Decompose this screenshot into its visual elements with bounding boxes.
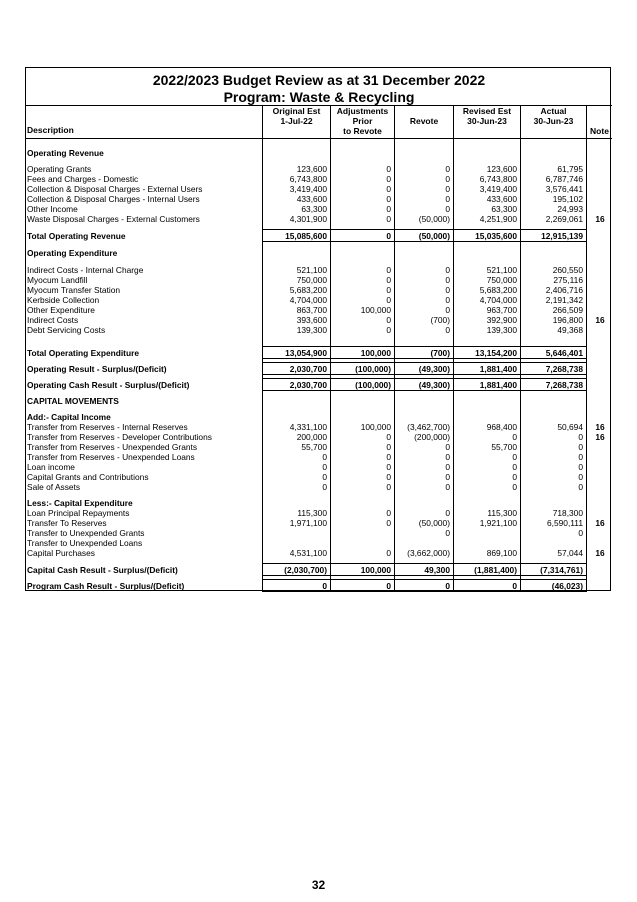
cell-value: (46,023) xyxy=(551,581,583,591)
cell-value: 0 xyxy=(386,325,391,335)
cell-value: 0 xyxy=(386,548,391,558)
total-row xyxy=(26,565,612,575)
header-description: Description xyxy=(27,125,74,135)
cell-value: 6,590,111 xyxy=(546,518,583,528)
cell-value: 6,743,800 xyxy=(289,174,327,184)
header-revote: Revote xyxy=(409,116,439,126)
cell-value: 0 xyxy=(445,452,450,462)
row-label: Capital Grants and Contributions xyxy=(27,472,149,482)
cell-value: 100,000 xyxy=(360,565,391,575)
cell-value: 0 xyxy=(386,275,391,285)
note-ref: 16 xyxy=(595,422,605,432)
cell-value: 0 xyxy=(445,528,450,538)
cell-value: 6,787,746 xyxy=(545,174,583,184)
cell-value: 0 xyxy=(322,581,327,591)
cell-value: 2,030,700 xyxy=(289,364,327,374)
cell-value: (2,030,700) xyxy=(284,565,327,575)
cell-value: 7,268,738 xyxy=(545,364,583,374)
cell-value: 55,700 xyxy=(491,442,517,452)
cell-value: 5,683,200 xyxy=(289,285,327,295)
cell-value: 24,993 xyxy=(557,204,583,214)
cell-value: 100,000 xyxy=(360,305,391,315)
header-adjustments: Adjustments Prior to Revote xyxy=(336,106,389,136)
cell-value: 2,191,342 xyxy=(545,295,583,305)
total-row xyxy=(26,380,612,390)
table-row xyxy=(26,295,612,305)
row-label: Transfer to Unexpended Grants xyxy=(27,528,145,538)
cell-value: 521,100 xyxy=(296,265,327,275)
cell-value: 0 xyxy=(445,164,450,174)
cell-value: 1,881,400 xyxy=(479,364,517,374)
header-actual: Actual 30-Jun-23 xyxy=(533,106,574,126)
total-row xyxy=(26,364,612,374)
section-heading xyxy=(26,498,612,508)
cell-value: 0 xyxy=(512,432,517,442)
budget-table xyxy=(25,67,611,591)
cell-value: 0 xyxy=(386,184,391,194)
cell-value: 718,300 xyxy=(552,508,583,518)
row-label: Operating Grants xyxy=(27,164,92,174)
cell-value: 3,576,441 xyxy=(545,184,583,194)
cell-value: 100,000 xyxy=(360,348,391,358)
cell-value: 0 xyxy=(386,442,391,452)
cell-value: 0 xyxy=(578,462,583,472)
cell-value: 55,700 xyxy=(301,442,327,452)
cell-value: 0 xyxy=(445,325,450,335)
cell-value: (700) xyxy=(430,348,450,358)
row-label: Other Income xyxy=(27,204,78,214)
cell-value: (7,314,761) xyxy=(540,565,583,575)
cell-value: 0 xyxy=(445,462,450,472)
cell-value: 115,300 xyxy=(297,508,327,518)
header-original: Original Est 1-Jul-22 xyxy=(272,106,321,126)
cell-value: 2,406,716 xyxy=(545,285,583,295)
row-label: Transfer to Unexpended Loans xyxy=(27,538,143,548)
row-label: Operating Cash Result - Surplus/(Deficit) xyxy=(27,380,190,390)
table-row xyxy=(26,462,612,472)
cell-value: 115,300 xyxy=(487,508,517,518)
cell-value: 49,300 xyxy=(424,565,450,575)
cell-value: 123,600 xyxy=(296,164,327,174)
cell-value: (200,000) xyxy=(414,432,450,442)
table-row xyxy=(26,174,612,184)
cell-value: 0 xyxy=(386,194,391,204)
table-row xyxy=(26,204,612,214)
row-label: Capital Cash Result - Surplus/(Deficit) xyxy=(27,565,178,575)
cell-value: 0 xyxy=(445,285,450,295)
cell-value: 0 xyxy=(386,214,391,224)
table-row xyxy=(26,508,612,518)
row-label: Transfer from Reserves - Internal Reserves xyxy=(27,422,188,432)
cell-value: (50,000) xyxy=(418,231,450,241)
note-ref: 16 xyxy=(595,214,605,224)
cell-value: 0 xyxy=(578,472,583,482)
cell-value: 0 xyxy=(445,275,450,285)
cell-value: 266,509 xyxy=(552,305,583,315)
row-label: Indirect Costs xyxy=(27,315,79,325)
cell-value: 0 xyxy=(445,184,450,194)
cell-value: 521,100 xyxy=(486,265,517,275)
cell-value: 3,419,400 xyxy=(289,184,327,194)
cell-value: 4,301,900 xyxy=(289,214,327,224)
cell-value: 2,030,700 xyxy=(289,380,327,390)
table-row xyxy=(26,214,612,224)
cell-value: 6,743,800 xyxy=(479,174,517,184)
cell-value: 869,100 xyxy=(486,548,517,558)
cell-value: (700) xyxy=(430,315,450,325)
table-row xyxy=(26,164,612,174)
table-row xyxy=(26,325,612,335)
cell-value: 0 xyxy=(445,265,450,275)
cell-value: 12,915,139 xyxy=(541,231,583,241)
table-row xyxy=(26,472,612,482)
row-label: CAPITAL MOVEMENTS xyxy=(27,396,119,406)
cell-value: 0 xyxy=(445,482,450,492)
cell-value: 393,600 xyxy=(296,315,327,325)
row-label: Operating Revenue xyxy=(27,148,104,158)
row-label: Transfer from Reserves - Unexpended Grants xyxy=(27,442,198,452)
cell-value: 0 xyxy=(512,462,517,472)
cell-value: 433,600 xyxy=(486,194,517,204)
cell-value: 260,550 xyxy=(552,265,583,275)
table-row xyxy=(26,422,612,432)
note-ref: 16 xyxy=(595,315,605,325)
row-label: Fees and Charges - Domestic xyxy=(27,174,139,184)
cell-value: 1,971,100 xyxy=(289,518,327,528)
cell-value: 195,102 xyxy=(552,194,583,204)
total-row xyxy=(26,231,612,241)
row-label: Loan Principal Repayments xyxy=(27,508,130,518)
cell-value: 0 xyxy=(386,265,391,275)
cell-value: 0 xyxy=(512,452,517,462)
cell-value: 0 xyxy=(386,315,391,325)
cell-value: 0 xyxy=(386,204,391,214)
row-label: Myocum Landfill xyxy=(27,275,88,285)
cell-value: (49,300) xyxy=(418,364,450,374)
cell-value: 200,000 xyxy=(296,432,327,442)
note-ref: 16 xyxy=(595,432,605,442)
cell-value: 0 xyxy=(512,581,517,591)
cell-value: (1,881,400) xyxy=(474,565,517,575)
cell-value: 4,331,100 xyxy=(289,422,327,432)
cell-value: 0 xyxy=(512,472,517,482)
table-row xyxy=(26,265,612,275)
cell-value: 100,000 xyxy=(360,422,391,432)
table-row xyxy=(26,452,612,462)
note-ref: 16 xyxy=(595,518,605,528)
row-label: Sale of Assets xyxy=(27,482,81,492)
header-revised: Revised Est 30-Jun-23 xyxy=(462,106,512,126)
cell-value: 0 xyxy=(322,452,327,462)
table-row xyxy=(26,538,612,548)
cell-value: (50,000) xyxy=(418,518,450,528)
row-label: Collection & Disposal Charges - External Users xyxy=(27,184,203,194)
cell-value: 0 xyxy=(578,482,583,492)
cell-value: 4,704,000 xyxy=(289,295,327,305)
cell-value: 0 xyxy=(322,472,327,482)
row-label: Indirect Costs - Internal Charge xyxy=(27,265,144,275)
table-row xyxy=(26,442,612,452)
cell-value: 275,116 xyxy=(553,275,583,285)
cell-value: (3,662,000) xyxy=(407,548,450,558)
cell-value: 750,000 xyxy=(486,275,517,285)
table-row xyxy=(26,184,612,194)
cell-value: 0 xyxy=(512,482,517,492)
cell-value: 15,035,600 xyxy=(475,231,517,241)
row-label: Total Operating Expenditure xyxy=(27,348,139,358)
row-label: Transfer from Reserves - Unexpended Loans xyxy=(27,452,195,462)
row-label: Add:- Capital Income xyxy=(27,412,111,422)
note-ref: 16 xyxy=(595,548,605,558)
row-label: Capital Purchases xyxy=(27,548,95,558)
cell-value: 0 xyxy=(386,295,391,305)
cell-value: 57,044 xyxy=(557,548,583,558)
cell-value: 123,600 xyxy=(486,164,517,174)
cell-value: 0 xyxy=(386,508,391,518)
cell-value: 1,881,400 xyxy=(479,380,517,390)
row-label: Other Expenditure xyxy=(27,305,95,315)
cell-value: 0 xyxy=(445,508,450,518)
table-row xyxy=(26,518,612,528)
cell-value: 15,085,600 xyxy=(285,231,327,241)
cell-value: 5,683,200 xyxy=(479,285,517,295)
cell-value: 968,400 xyxy=(486,422,517,432)
header-bottom-rule xyxy=(26,138,612,139)
cell-value: 0 xyxy=(386,482,391,492)
cell-value: 0 xyxy=(578,432,583,442)
cell-value: 0 xyxy=(445,295,450,305)
cell-value: 196,800 xyxy=(552,315,583,325)
table-row xyxy=(26,548,612,558)
cell-value: 0 xyxy=(445,204,450,214)
table-row xyxy=(26,305,612,315)
cell-value: 63,300 xyxy=(301,204,327,214)
cell-value: 0 xyxy=(322,482,327,492)
cell-value: 0 xyxy=(578,528,583,538)
cell-value: 0 xyxy=(386,452,391,462)
section-heading xyxy=(26,396,612,406)
cell-value: (100,000) xyxy=(355,364,391,374)
cell-value: (50,000) xyxy=(418,214,450,224)
cell-value: 50,694 xyxy=(557,422,583,432)
table-row xyxy=(26,285,612,295)
row-label: Less:- Capital Expenditure xyxy=(27,498,133,508)
row-label: Total Operating Revenue xyxy=(27,231,126,241)
program-title: Program: Waste & Recycling xyxy=(223,89,415,105)
cell-value: 4,251,900 xyxy=(479,214,517,224)
table-row xyxy=(26,275,612,285)
cell-value: 0 xyxy=(386,518,391,528)
row-label: Kerbside Collection xyxy=(27,295,100,305)
total-row xyxy=(26,348,612,358)
cell-value: 139,300 xyxy=(296,325,327,335)
cell-value: 5,646,401 xyxy=(545,348,583,358)
cell-value: 13,154,200 xyxy=(475,348,517,358)
cell-value: 0 xyxy=(445,442,450,452)
cell-value: 0 xyxy=(445,472,450,482)
cell-value: (49,300) xyxy=(418,380,450,390)
section-heading xyxy=(26,248,612,258)
page-number: 32 xyxy=(311,878,326,892)
row-label: Operating Result - Surplus/(Deficit) xyxy=(27,364,167,374)
table-row xyxy=(26,482,612,492)
cell-value: 4,531,100 xyxy=(289,548,327,558)
table-row xyxy=(26,315,612,325)
cell-value: 0 xyxy=(386,432,391,442)
cell-value: 139,300 xyxy=(486,325,517,335)
cell-value: 49,368 xyxy=(557,325,583,335)
cell-value: 2,269,061 xyxy=(545,214,583,224)
table-row xyxy=(26,528,612,538)
cell-value: 433,600 xyxy=(296,194,327,204)
cell-value: 1,921,100 xyxy=(479,518,517,528)
cell-value: 750,000 xyxy=(296,275,327,285)
cell-value: 392,900 xyxy=(486,315,517,325)
cell-value: 0 xyxy=(445,194,450,204)
cell-value: (3,462,700) xyxy=(407,422,450,432)
cell-value: 0 xyxy=(386,285,391,295)
cell-value: 4,704,000 xyxy=(479,295,517,305)
cell-value: (100,000) xyxy=(355,380,391,390)
row-label: Program Cash Result - Surplus/(Deficit) xyxy=(27,581,185,591)
row-label: Debt Servicing Costs xyxy=(27,325,106,335)
row-label: Loan income xyxy=(27,462,75,472)
table-row xyxy=(26,194,612,204)
row-label: Operating Expenditure xyxy=(27,248,118,258)
cell-value: 0 xyxy=(578,442,583,452)
cell-value: 63,300 xyxy=(491,204,517,214)
cell-value: 3,419,400 xyxy=(479,184,517,194)
cell-value: 0 xyxy=(578,452,583,462)
cell-value: 13,054,900 xyxy=(285,348,327,358)
cell-value: 0 xyxy=(386,472,391,482)
section-heading xyxy=(26,148,612,158)
header-note: Note xyxy=(590,126,609,136)
cell-value: 0 xyxy=(445,581,450,591)
cell-value: 863,700 xyxy=(296,305,327,315)
cell-value: 0 xyxy=(322,462,327,472)
cell-value: 0 xyxy=(445,174,450,184)
cell-value: 61,795 xyxy=(557,164,583,174)
section-heading xyxy=(26,412,612,422)
cell-value: 0 xyxy=(386,174,391,184)
cell-value: 0 xyxy=(386,581,391,591)
cell-value: 7,268,738 xyxy=(545,380,583,390)
cell-value: 0 xyxy=(445,305,450,315)
table-row xyxy=(26,432,612,442)
row-label: Waste Disposal Charges - External Customers xyxy=(27,214,200,224)
row-label: Myocum Transfer Station xyxy=(27,285,121,295)
cell-value: 963,700 xyxy=(486,305,517,315)
cell-value: 0 xyxy=(386,164,391,174)
row-label: Transfer To Reserves xyxy=(27,518,107,528)
cell-value: 0 xyxy=(386,231,391,241)
cell-value: 0 xyxy=(386,462,391,472)
row-label: Collection & Disposal Charges - Internal Users xyxy=(27,194,200,204)
total-row xyxy=(26,581,612,591)
report-title: 2022/2023 Budget Review as at 31 December 2022 xyxy=(152,72,486,88)
row-label: Transfer from Reserves - Developer Contributions xyxy=(27,432,212,442)
